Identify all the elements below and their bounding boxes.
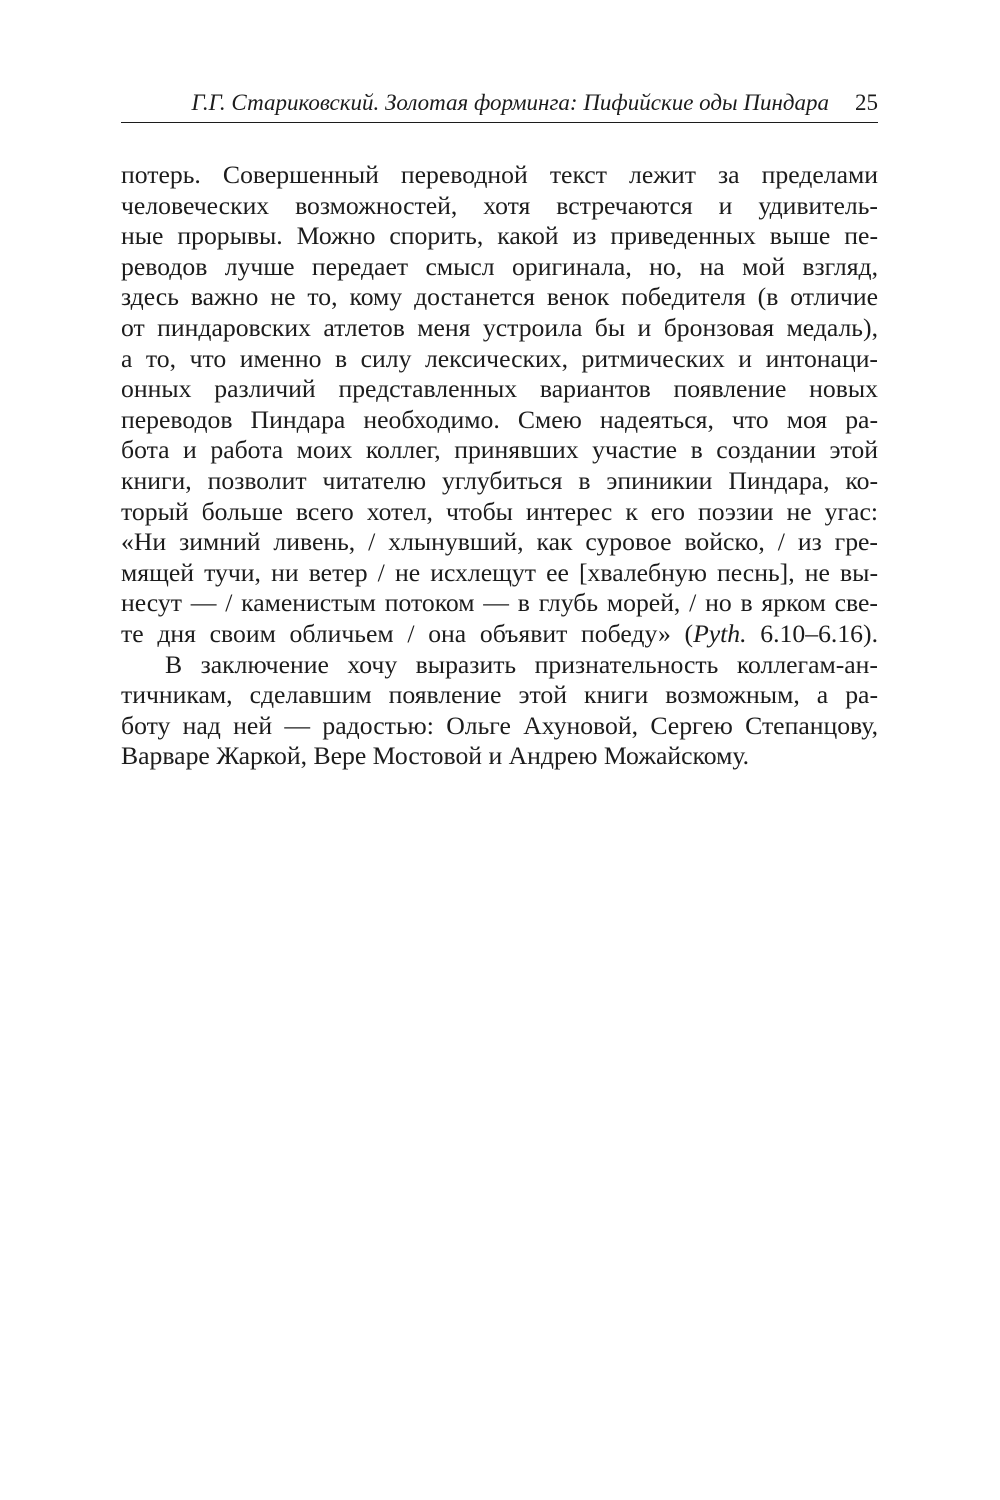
text-line: несут — / каменистым потоком — в глубь морей, / но в ярком све- bbox=[121, 588, 878, 618]
text-line: переводов Пиндара необходимо. Смею надеяться, что моя ра- bbox=[121, 404, 878, 434]
text-line: торый больше всего хотел, чтобы интерес к его поэзии не угас: bbox=[121, 496, 878, 526]
text-line: потерь. Совершенный переводной текст лежит за пределами bbox=[121, 160, 878, 189]
text-line: от пиндаровских атлетов меня устроила бы и бронзовая медаль), bbox=[121, 312, 878, 342]
page-number: 25 bbox=[855, 90, 878, 115]
text-line: мящей тучи, ни ветер / не исхлещут ее [хвалебную песнь], не вы- bbox=[121, 557, 878, 587]
text-line: бота и работа моих коллег, принявших участие в создании этой bbox=[121, 435, 878, 465]
text-line: тичникам, сделавшим появление этой книги возможным, а ра- bbox=[121, 680, 878, 710]
citation-source: Pyth. bbox=[693, 618, 747, 648]
text-line: книги, позволит читателю углубиться в эпиникии Пиндара, ко- bbox=[121, 465, 878, 495]
citation-reference: 6.10–6.16). bbox=[746, 618, 878, 648]
text-line-last: Варваре Жаркой, Вере Мостовой и Андрею Можайскому. bbox=[121, 741, 750, 771]
text-line: боту над ней — радостью: Ольге Ахуновой, Сергею Степанцову, bbox=[121, 710, 878, 740]
paragraph-1 bbox=[121, 160, 878, 650]
text-line: онных различий представленных вариантов появление новых bbox=[121, 374, 878, 404]
text-line: «Ни зимний ливень, / хлынувший, как суровое войско, / из гре- bbox=[121, 527, 878, 557]
running-title: Г.Г. Стариковский. Золотая форминга: Пифийские оды Пиндара bbox=[191, 90, 829, 115]
citation-lead-text: те дня своим обличьем / она объявит победу» ( bbox=[121, 618, 694, 648]
text-line: В заключение хочу выразить признательность коллегам-ан- bbox=[165, 649, 878, 679]
text-line: здесь важно не то, кому достанется венок победителя (в отличие bbox=[121, 282, 878, 312]
paragraph-2 bbox=[121, 650, 878, 772]
text-line: человеческих возможностей, хотя встречаются и удивитель- bbox=[121, 190, 878, 220]
text-line: а то, что именно в силу лексических, ритмических и интонаци- bbox=[121, 343, 878, 373]
running-head bbox=[121, 88, 878, 123]
body-text bbox=[121, 160, 878, 772]
text-line: реводов лучше передает смысл оригинала, но, на мой взгляд, bbox=[121, 251, 878, 281]
text-line: ные прорывы. Можно спорить, какой из приведенных выше пе- bbox=[121, 221, 878, 251]
text-line-last bbox=[121, 619, 878, 650]
